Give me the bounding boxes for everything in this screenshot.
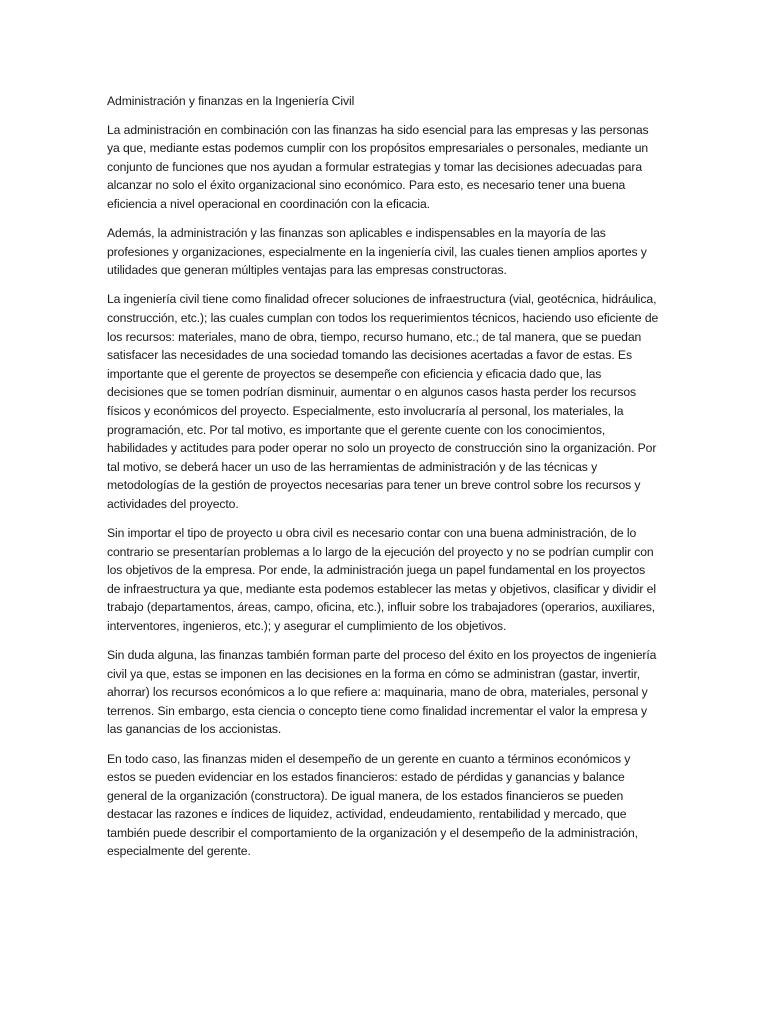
paragraph-2: Además, la administración y las finanzas son aplicables e indispensables en la mayoría de las profesiones y organizaciones, especialmente en la ingeniería civil, las cuales tienen amplios aportes y utilidades que generan múltiples ventajas para las empresas constructoras. xyxy=(107,226,647,278)
document-title: Administración y finanzas en la Ingeniería Civil xyxy=(107,94,355,108)
document-body xyxy=(107,92,659,872)
paragraph-3: La ingeniería civil tiene como finalidad ofrecer soluciones de infraestructura (vial, geotécnica, hidráulica, construcción, etc.); las cuales cumplan con todos los requerimientos técnicos, haciendo uso eficiente de los recursos: materiales, mano de obra, tiempo, recurso humano, etc.; de tal manera, que se puedan satisfacer las necesidades de una sociedad tomando las decisiones acertadas a favor de estas. Es importante que el gerente de proyectos se desempeñe con eficiencia y eficacia dado que, las decisiones que se tomen podrían disminuir, aumentar o en algunos casos hasta perder los recursos físicos y económicos del proyecto. Especialmente, esto involucraría al personal, los materiales, la programación, etc. Por tal motivo, es importante que el gerente cuente con los conocimientos, habilidades y actitudes para poder operar no solo un proyecto de construcción sino la organización. Por tal motivo, se deberá hacer un uso de las herramientas de administración y de las técnicas y metodologías de la gestión de proyectos necesarias para tener un breve control sobre los recursos y actividades del proyecto. xyxy=(107,292,659,511)
paragraph-1: La administración en combinación con las finanzas ha sido esencial para las empresas y las personas ya que, mediante estas podemos cumplir con los propósitos empresariales o personales, mediante un conjunto de funciones que nos ayudan a formular estrategias y tomar las decisiones adecuadas para alcanzar no solo el éxito organizacional sino económico. Para esto, es necesario tener una buena eficiencia a nivel operacional en coordinación con la eficacia. xyxy=(107,122,649,211)
paragraph-5: Sin duda alguna, las finanzas también forman parte del proceso del éxito en los proyectos de ingeniería civil ya que, estas se imponen en las decisiones en la forma en cómo se administran (gastar, invertir, ahorrar) los recursos económicos a lo que refiere a: maquinaria, mano de obra, materiales, personal y terrenos. Sin embargo, esta ciencia o concepto tiene como finalidad incrementar el valor la empresa y las ganancias de los accionistas. xyxy=(107,648,657,737)
paragraph-6: En todo caso, las finanzas miden el desempeño de un gerente en cuanto a términos económicos y estos se pueden evidenciar en los estados financieros: estado de pérdidas y ganancias y balance general de la organización (constructora). De igual manera, de los estados financieros se pueden destacar las razones e índices de liquidez, actividad, endeudamiento, rentabilidad y mercado, que también puede describir el comportamiento de la organización y el desempeño de la administración, especialmente del gerente. xyxy=(107,751,638,859)
paragraph-4: Sin importar el tipo de proyecto u obra civil es necesario contar con una buena administración, de lo contrario se presentarían problemas a lo largo de la ejecución del proyecto y no se podrían cumplir con los objetivos de la empresa. Por ende, la administración juega un papel fundamental en los proyectos de infraestructura ya que, mediante esta podemos establecer las metas y objetivos, clasificar y dividir el trabajo (departamentos, áreas, campo, oficina, etc.), influir sobre los trabajadores (operarios, auxiliares, interventores, ingenieros, etc.); y asegurar el cumplimiento de los objetivos. xyxy=(107,525,656,633)
